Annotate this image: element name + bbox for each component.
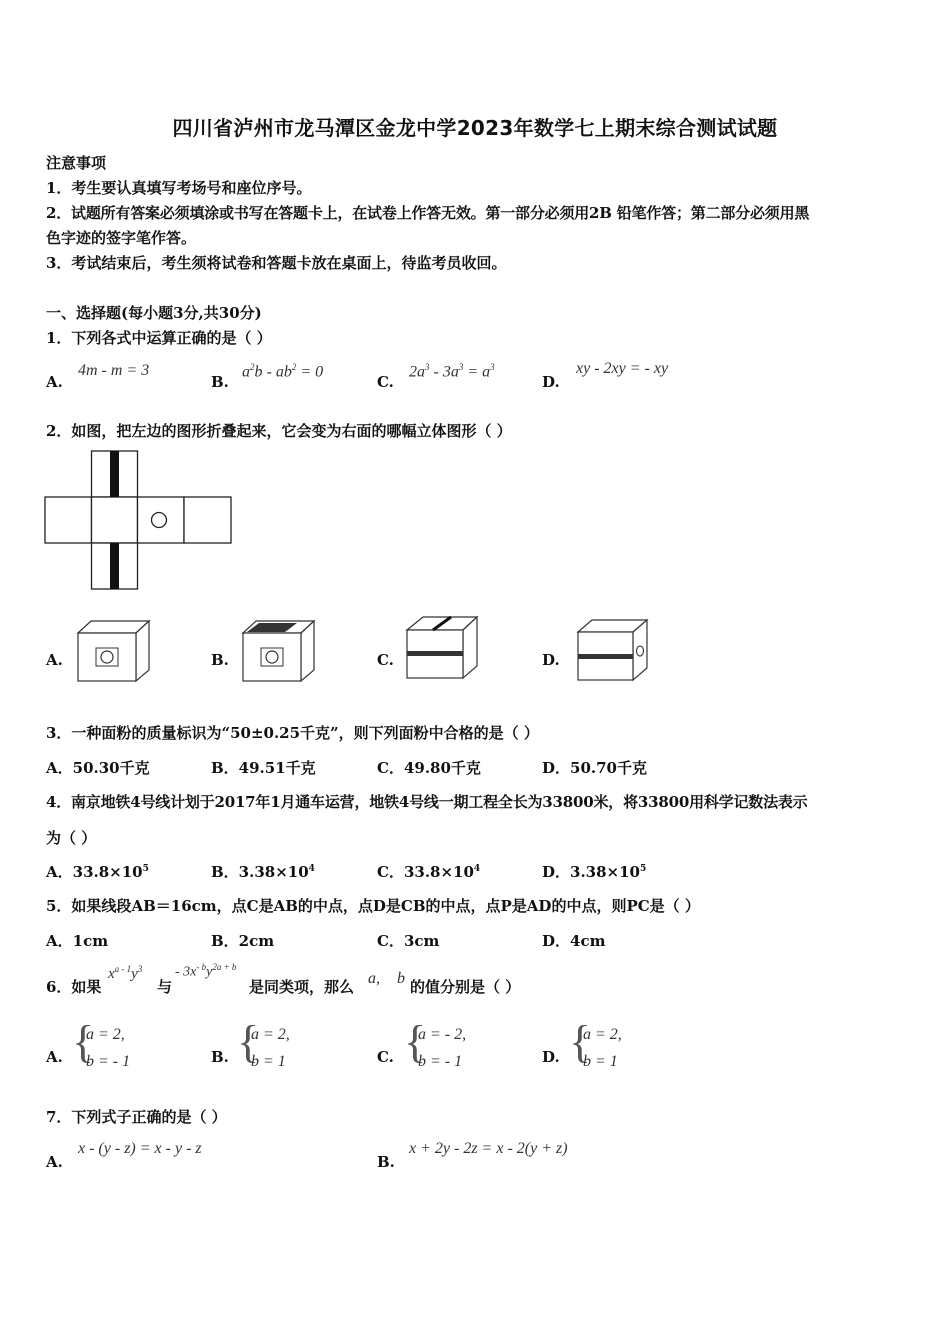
q7-label-a: A. — [46, 1153, 63, 1171]
q6-expr-2: - $3x^{- b}y^{2a + b}$ — [175, 962, 237, 980]
q7-stem: 7．下列式子正确的是（ ） — [46, 1108, 227, 1126]
q5-option-a: A．1cm — [46, 932, 109, 950]
cube-option-b — [241, 618, 319, 684]
q1-label-a: A. — [46, 373, 63, 391]
q6-brace-c: { — [404, 1016, 427, 1067]
q6-label-a: A. — [46, 1048, 63, 1066]
q7-option-b: x + 2y - 2z = x - 2(y + z) — [409, 1140, 568, 1157]
q1-stem: 1．下列各式中运算正确的是（ ） — [46, 329, 272, 347]
cube-option-d — [576, 617, 652, 683]
q3-stem: 3．一种面粉的质量标识为“50±0.25千克”，则下列面粉中合格的是（ ） — [46, 724, 539, 742]
q5-option-c: C．3cm — [377, 932, 440, 950]
q5-option-b: B．2cm — [211, 932, 275, 950]
q2-label-b: B. — [211, 651, 229, 669]
q6-system-b: a = 2, b = 1 — [251, 1026, 290, 1070]
q7-label-b: B. — [377, 1153, 395, 1171]
q6-label-b: B. — [211, 1048, 229, 1066]
q6-expr-1: $x^{a - 1}y^3$ — [108, 964, 143, 982]
notice-line-2b: 色字迹的签字笔作答。 — [46, 229, 197, 247]
notice-line-2: 2．试题所有答案必须填涂或书写在答题卡上，在试卷上作答无效。第一部分必须用2B 铅笔作答；第二部分必须用黑 — [46, 204, 810, 222]
q2-stem: 2．如图，把左边的图形折叠起来，它会变为右面的哪幅立体图形（ ） — [46, 422, 512, 440]
q1-label-d: D. — [542, 373, 560, 391]
q1-option-b: $a^2b - ab^2 = 0$ — [242, 362, 324, 381]
q6-label-c: C. — [377, 1048, 394, 1066]
q1-option-a: 4m - m = 3 — [78, 362, 150, 379]
q3-option-d: D．50.70千克 — [542, 759, 647, 777]
q3-option-b: B．49.51千克 — [211, 759, 316, 777]
q4-option-a: A．$33.8\times 10^5$ — [46, 863, 149, 881]
q6-system-a: a = 2, b = - 1 — [86, 1026, 131, 1070]
cube-option-c — [405, 614, 481, 682]
q6-stem-b: 与 — [157, 978, 173, 996]
q3-option-a: A．50.30千克 — [46, 759, 150, 777]
q2-label-d: D. — [542, 651, 560, 669]
page-title: 四川省泸州市龙马潭区金龙中学2023年数学七上期末综合测试试题 — [172, 116, 778, 140]
cube-option-a — [76, 618, 154, 684]
q6-var-b: b — [397, 970, 405, 987]
q6-label-d: D. — [542, 1048, 560, 1066]
notice-line-1: 1．考生要认真填写考场号和座位序号。 — [46, 179, 312, 197]
q6-var-a: a, — [368, 970, 380, 987]
q4-option-b: B．$3.38\times 10^4$ — [211, 863, 315, 881]
q4-stem: 4．南京地铁4号线计划于2017年1月通车运营，地铁4号线一期工程全长为33800米，将33800用科学记数法表示 — [46, 793, 808, 811]
notice-heading: 注意事项 — [46, 154, 107, 172]
cube-net-figure — [44, 450, 238, 592]
q2-label-a: A. — [46, 651, 63, 669]
section-heading: 一、选择题(每小题3分,共30分) — [46, 304, 262, 322]
q6-brace-a: { — [72, 1016, 95, 1067]
q5-option-d: D．4cm — [542, 932, 606, 950]
q4-option-d: D．$3.38\times 10^5$ — [542, 863, 647, 881]
q6-stem-d: 的值分别是（ ） — [410, 978, 521, 996]
q1-option-c: $2a^3 - 3a^3 = a^3$ — [409, 362, 495, 381]
q7-option-a: x - (y - z) = x - y - z — [78, 1140, 202, 1157]
q6-brace-d: { — [569, 1016, 592, 1067]
q6-system-c: a = - 2, b = - 1 — [418, 1026, 467, 1070]
q6-brace-b: { — [237, 1016, 260, 1067]
q3-option-c: C．49.80千克 — [377, 759, 481, 777]
q4-option-c: C．$33.8\times 10^4$ — [377, 863, 481, 881]
q1-label-c: C. — [377, 373, 394, 391]
notice-line-3: 3．考试结束后，考生须将试卷和答题卡放在桌面上，待监考员收回。 — [46, 254, 507, 272]
q1-label-b: B. — [211, 373, 229, 391]
q5-stem: 5．如果线段AB＝16cm，点C是AB的中点，点D是CB的中点，点P是AD的中点，则PC是（ ） — [46, 897, 700, 915]
q2-label-c: C. — [377, 651, 394, 669]
q4-stem-cont: 为（ ） — [46, 829, 97, 847]
q6-system-d: a = 2, b = 1 — [583, 1026, 622, 1070]
q1-option-d: xy - 2xy = - xy — [576, 360, 669, 377]
q6-stem-a: 6．如果 — [46, 978, 102, 996]
q6-stem-c: 是同类项，那么 — [249, 978, 355, 996]
